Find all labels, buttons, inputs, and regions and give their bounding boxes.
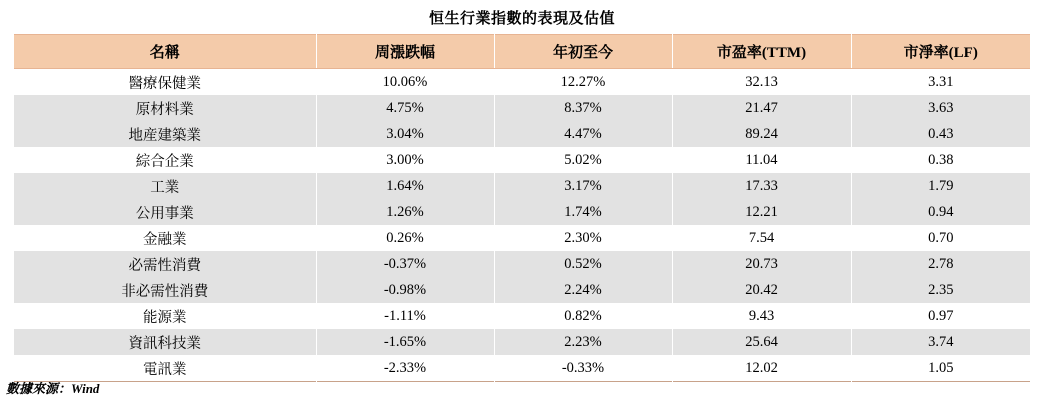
cell-ytd: 1.74% bbox=[494, 199, 672, 225]
cell-pb: 3.63 bbox=[851, 95, 1030, 121]
table-row bbox=[14, 225, 1030, 251]
cell-ytd: 2.30% bbox=[494, 225, 672, 251]
cell-sector-name: 金融業 bbox=[14, 225, 316, 251]
cell-pb: 0.70 bbox=[851, 225, 1030, 251]
cell-pb: 0.94 bbox=[851, 199, 1030, 225]
page-title: 恒生行業指數的表現及估值 bbox=[428, 11, 615, 27]
table-header-row bbox=[14, 35, 1030, 69]
cell-weekly-change: -1.65% bbox=[316, 329, 494, 355]
cell-pb: 0.38 bbox=[851, 147, 1030, 173]
table-container bbox=[14, 34, 1030, 382]
cell-pe: 9.43 bbox=[672, 303, 851, 329]
cell-pb: 2.35 bbox=[851, 277, 1030, 303]
table-row bbox=[14, 303, 1030, 329]
table-row bbox=[14, 173, 1030, 199]
cell-weekly-change: 3.04% bbox=[316, 121, 494, 147]
cell-pe: 12.02 bbox=[672, 355, 851, 382]
cell-ytd: 5.02% bbox=[494, 147, 672, 173]
cell-weekly-change: -0.98% bbox=[316, 277, 494, 303]
table-row bbox=[14, 251, 1030, 277]
cell-sector-name: 原材料業 bbox=[14, 95, 316, 121]
table-row bbox=[14, 147, 1030, 173]
cell-pe: 21.47 bbox=[672, 95, 851, 121]
cell-pb: 0.43 bbox=[851, 121, 1030, 147]
cell-ytd: 4.47% bbox=[494, 121, 672, 147]
cell-ytd: 3.17% bbox=[494, 173, 672, 199]
cell-pb: 1.05 bbox=[851, 355, 1030, 382]
cell-ytd: 2.23% bbox=[494, 329, 672, 355]
cell-ytd: 2.24% bbox=[494, 277, 672, 303]
column-header-weekly-change: 周漲跌幅 bbox=[316, 35, 494, 69]
cell-weekly-change: 10.06% bbox=[316, 69, 494, 96]
cell-sector-name: 綜合企業 bbox=[14, 147, 316, 173]
cell-pe: 20.73 bbox=[672, 251, 851, 277]
cell-sector-name: 醫療保健業 bbox=[14, 69, 316, 96]
cell-sector-name: 非必需性消費 bbox=[14, 277, 316, 303]
cell-sector-name: 資訊科技業 bbox=[14, 329, 316, 355]
cell-pb: 1.79 bbox=[851, 173, 1030, 199]
cell-weekly-change: 0.26% bbox=[316, 225, 494, 251]
table-header bbox=[14, 35, 1030, 69]
column-header-pb: 市淨率(LF) bbox=[851, 35, 1030, 69]
cell-sector-name: 電訊業 bbox=[14, 355, 316, 382]
cell-weekly-change: 4.75% bbox=[316, 95, 494, 121]
cell-pb: 3.31 bbox=[851, 69, 1030, 96]
table-row bbox=[14, 329, 1030, 355]
column-header-name: 名稱 bbox=[14, 35, 316, 69]
table-body bbox=[14, 69, 1030, 382]
cell-sector-name: 地産建築業 bbox=[14, 121, 316, 147]
cell-pe: 11.04 bbox=[672, 147, 851, 173]
table-row bbox=[14, 277, 1030, 303]
cell-sector-name: 工業 bbox=[14, 173, 316, 199]
cell-pe: 7.54 bbox=[672, 225, 851, 251]
column-header-ytd: 年初至今 bbox=[494, 35, 672, 69]
cell-pe: 25.64 bbox=[672, 329, 851, 355]
table-row bbox=[14, 355, 1030, 382]
column-header-pe: 市盈率(TTM) bbox=[672, 35, 851, 69]
cell-ytd: -0.33% bbox=[494, 355, 672, 382]
cell-sector-name: 公用事業 bbox=[14, 199, 316, 225]
cell-weekly-change: -2.33% bbox=[316, 355, 494, 382]
cell-weekly-change: 1.64% bbox=[316, 173, 494, 199]
cell-ytd: 8.37% bbox=[494, 95, 672, 121]
cell-pe: 17.33 bbox=[672, 173, 851, 199]
cell-ytd: 0.82% bbox=[494, 303, 672, 329]
cell-weekly-change: -1.11% bbox=[316, 303, 494, 329]
cell-ytd: 12.27% bbox=[494, 69, 672, 96]
table-row bbox=[14, 95, 1030, 121]
cell-weekly-change: 1.26% bbox=[316, 199, 494, 225]
cell-ytd: 0.52% bbox=[494, 251, 672, 277]
cell-pe: 12.21 bbox=[672, 199, 851, 225]
cell-pb: 0.97 bbox=[851, 303, 1030, 329]
cell-pb: 3.74 bbox=[851, 329, 1030, 355]
cell-weekly-change: 3.00% bbox=[316, 147, 494, 173]
table-row bbox=[14, 121, 1030, 147]
cell-pe: 32.13 bbox=[672, 69, 851, 96]
cell-sector-name: 能源業 bbox=[14, 303, 316, 329]
table-row bbox=[14, 69, 1030, 96]
cell-pe: 89.24 bbox=[672, 121, 851, 147]
data-source-note: 數據來源：Wind bbox=[6, 381, 100, 396]
cell-sector-name: 必需性消費 bbox=[14, 251, 316, 277]
cell-pe: 20.42 bbox=[672, 277, 851, 303]
table-row bbox=[14, 199, 1030, 225]
cell-pb: 2.78 bbox=[851, 251, 1030, 277]
sector-index-table bbox=[14, 34, 1030, 382]
cell-weekly-change: -0.37% bbox=[316, 251, 494, 277]
